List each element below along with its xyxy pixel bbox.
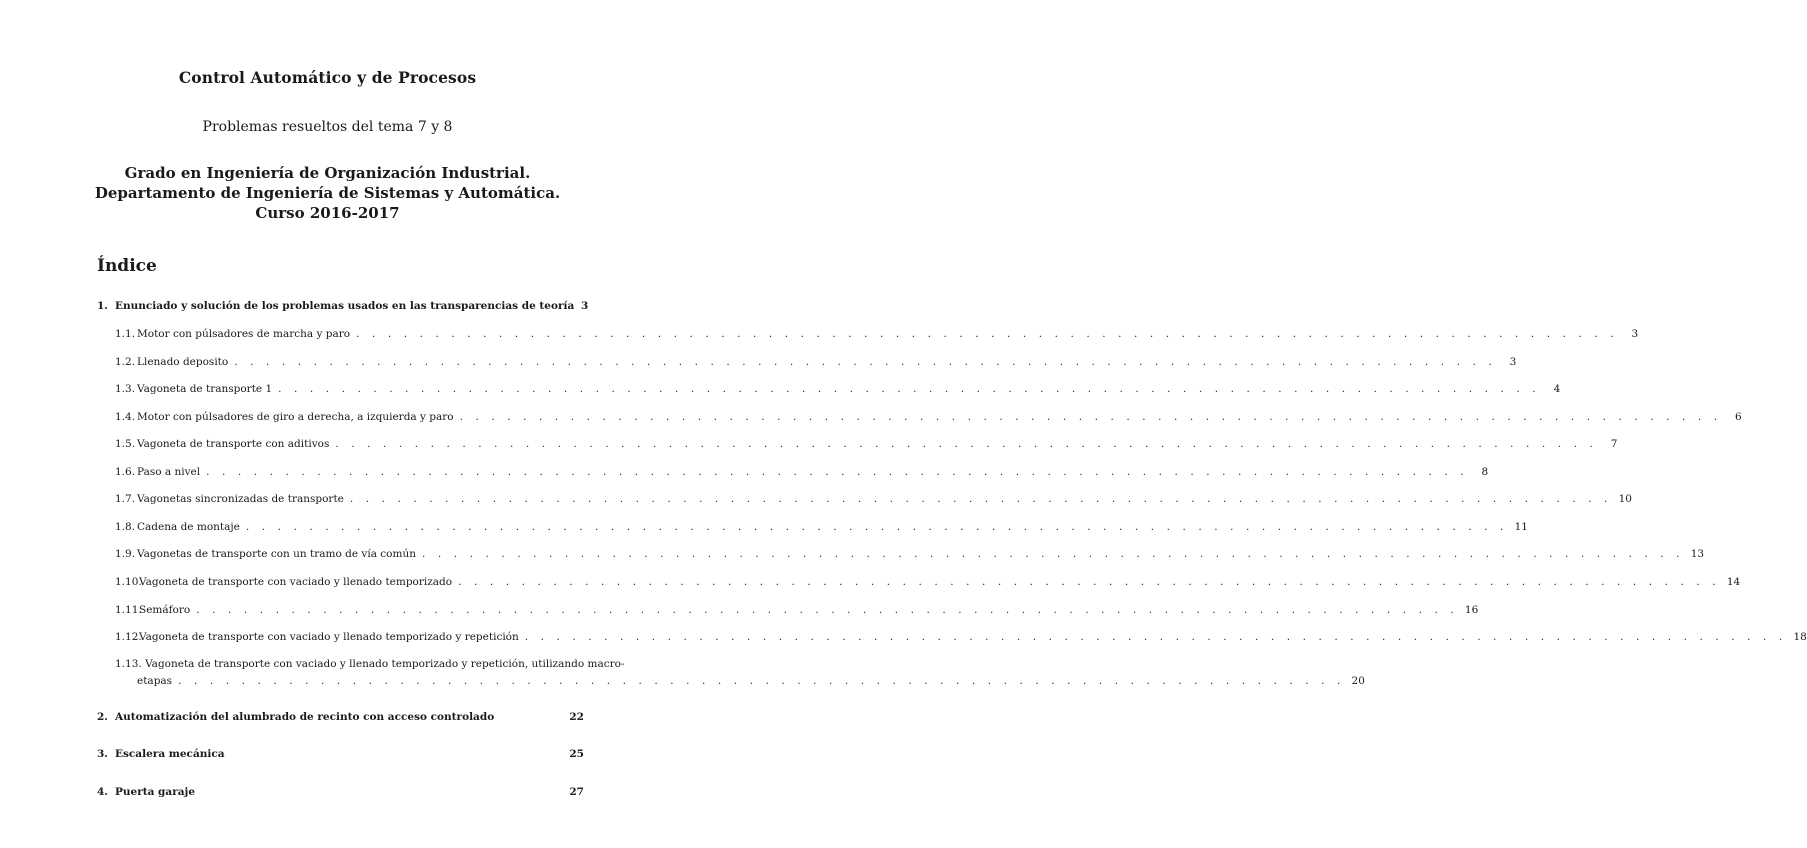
toc-number: 1.6. <box>115 466 136 478</box>
toc-title: Vagoneta de transporte con vaciado y llenado temporizado y repetición, utilizando macro- <box>145 658 625 670</box>
toc-title-continuation: etapas <box>137 675 173 687</box>
toc-title: Motor con púlsadores de marcha y paro <box>137 328 351 340</box>
toc-number: 2. <box>97 711 108 723</box>
toc-number: 1.5. <box>115 438 136 450</box>
toc-title: Cadena de montaje <box>137 521 240 533</box>
document-subtitle: Problemas resueltos del tema 7 y 8 <box>202 119 453 135</box>
toc-heading: Índice <box>97 256 157 276</box>
toc-page: 6 <box>1735 411 1742 423</box>
toc-subsection-1-10[interactable] <box>115 575 1741 589</box>
toc-title: Enunciado y solución de los problemas usados en las transparencias de teoría <box>115 300 575 312</box>
toc-title: Vagoneta de transporte 1 <box>137 383 273 395</box>
toc-number: 1.13. <box>115 658 142 670</box>
toc-subsection-1-5[interactable] <box>115 437 1618 451</box>
toc-page: 10 <box>1618 493 1632 505</box>
toc-number: 3. <box>97 748 108 760</box>
toc-number: 1.9. <box>115 548 136 560</box>
toc-subsection-1-7[interactable] <box>115 492 1632 506</box>
toc-title-line-2 <box>115 673 1365 690</box>
toc-section-1[interactable] <box>97 299 589 313</box>
toc-page: 8 <box>1481 466 1489 478</box>
toc-number: 1.3. <box>115 383 136 395</box>
toc-page: 22 <box>569 711 584 723</box>
toc-subsection-1-9[interactable] <box>115 547 1705 561</box>
dot-leader <box>350 492 1612 506</box>
dot-leader <box>335 437 1597 451</box>
toc-subsection-1-4[interactable] <box>115 410 1742 424</box>
toc-number: 1.10. <box>115 576 142 588</box>
course-header <box>0 163 655 223</box>
toc-page: 3 <box>580 300 589 312</box>
toc-title: Motor con púlsadores de giro a derecha, a izquierda y paro <box>137 411 454 423</box>
toc-subsection-1-1[interactable] <box>115 327 1639 341</box>
toc-number: 1.4. <box>115 411 136 423</box>
toc-title: Llenado deposito <box>137 356 229 368</box>
toc-page: 25 <box>569 748 584 760</box>
toc-page: 3 <box>1631 328 1639 340</box>
toc-section-3[interactable] <box>97 747 584 761</box>
toc-title: Escalera mecánica <box>115 748 225 760</box>
dot-leader <box>278 382 1540 396</box>
toc-number: 1.2. <box>115 356 136 368</box>
dot-leader <box>525 630 1787 644</box>
document-title: Control Automático y de Procesos <box>178 68 477 87</box>
toc-number: 1.11. <box>115 604 142 616</box>
toc-page: 11 <box>1514 521 1528 533</box>
toc-subsection-1-3[interactable] <box>115 382 1561 396</box>
toc-number: 4. <box>97 786 108 798</box>
dot-leader <box>458 575 1720 589</box>
toc-number: 1. <box>97 300 108 312</box>
toc-subsection-1-6[interactable] <box>115 465 1489 479</box>
dot-leader <box>206 465 1468 479</box>
toc-page: 13 <box>1690 548 1705 560</box>
toc-title: Semáforo <box>139 604 191 616</box>
dot-leader <box>234 355 1496 369</box>
toc-title: Vagoneta de transporte con vaciado y llenado temporizado <box>139 576 453 588</box>
toc-page: 18 <box>1793 631 1807 643</box>
toc-subsection-1-11[interactable] <box>115 603 1479 617</box>
toc-subsection-1-13[interactable] <box>115 656 1365 690</box>
toc-number: 1.7. <box>115 493 136 505</box>
toc-title: Vagoneta de transporte con aditivos <box>137 438 330 450</box>
toc-page: 27 <box>569 786 584 798</box>
degree-line: Grado en Ingeniería de Organización Industrial. <box>124 164 531 182</box>
toc-subsection-1-8[interactable] <box>115 520 1528 534</box>
toc-title-line-1 <box>115 656 625 673</box>
toc-number: 1.12. <box>115 631 142 643</box>
toc-page: 16 <box>1464 604 1479 616</box>
toc-subsection-1-12[interactable] <box>115 630 1807 644</box>
course-year-line: Curso 2016-2017 <box>255 204 400 222</box>
toc-page: 3 <box>1509 356 1517 368</box>
toc-page: 7 <box>1610 438 1618 450</box>
dot-leader <box>422 547 1684 561</box>
toc-section-2[interactable] <box>97 710 584 724</box>
toc-number: 1.8. <box>115 521 136 533</box>
toc-page: 4 <box>1553 383 1561 395</box>
toc-number: 1.1. <box>115 328 136 340</box>
dot-leader <box>460 410 1722 424</box>
toc-page: 14 <box>1726 576 1741 588</box>
toc-section-4[interactable] <box>97 785 584 799</box>
toc-title: Paso a nivel <box>137 466 201 478</box>
toc-title: Puerta garaje <box>115 786 196 798</box>
department-line: Departamento de Ingeniería de Sistemas y Automática. <box>94 184 561 202</box>
dot-leader <box>356 327 1618 341</box>
dot-leader <box>246 520 1508 534</box>
toc-title: Vagoneta de transporte con vaciado y llenado temporizado y repetición <box>139 631 519 643</box>
toc-page: 20 <box>1351 675 1365 687</box>
toc-title: Vagonetas de transporte con un tramo de vía común <box>137 548 416 560</box>
dot-leader <box>196 603 1458 617</box>
dot-leader <box>178 673 1345 690</box>
toc-title: Vagonetas sincronizadas de transporte <box>137 493 344 505</box>
toc-title: Automatización del alumbrado de recinto con acceso controlado <box>115 711 495 723</box>
toc-subsection-1-2[interactable] <box>115 355 1517 369</box>
